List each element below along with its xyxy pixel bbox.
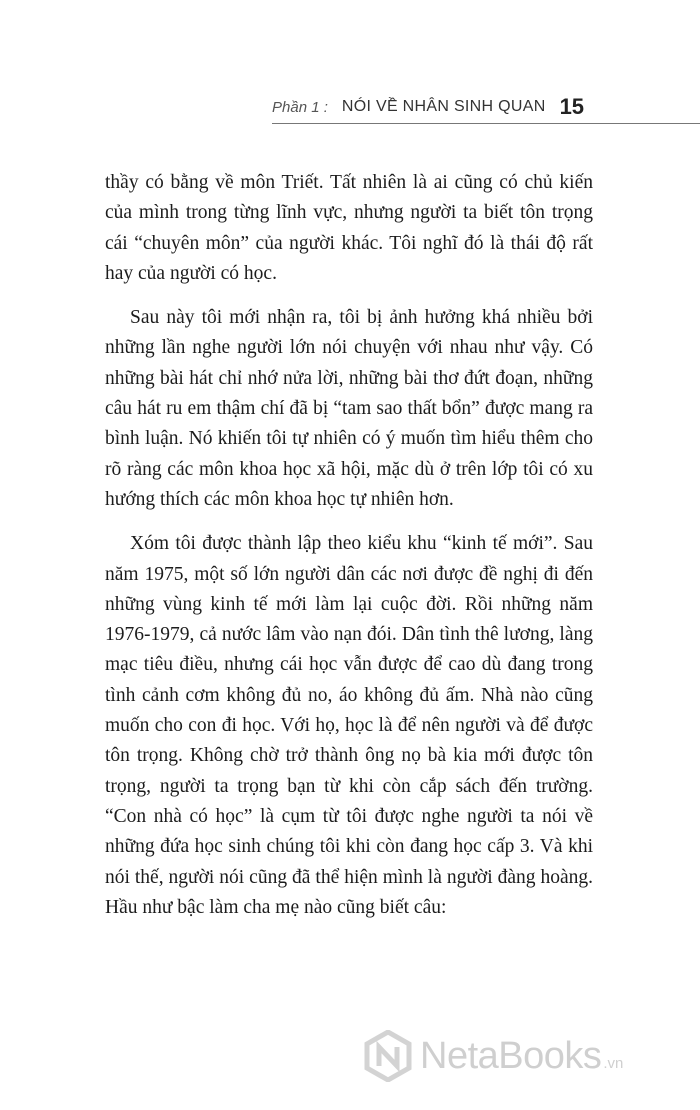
watermark-tld: .vn	[603, 1055, 624, 1072]
watermark	[362, 1030, 623, 1082]
body-text	[105, 168, 593, 937]
paragraph-3: Xóm tôi được thành lập theo kiểu khu “kinh tế mới”. Sau năm 1975, một số lớn người dân các nơi được đề nghị đi đến những vùng kinh tế mới làm lại cuộc đời. Rồi những năm 1976-1979, cả nước lâm vào nạn đói. Dân tình thê lương, làng mạc tiêu điều, nhưng cái học vẫn được để cao dù đang trong tình cảnh cơm không đủ no, áo không đủ ấm. Nhà nào cũng muốn cho con đi học. Với họ, học là để nên người và để được tôn trọng. Không chờ trở thành ông nọ bà kia mới được tôn trọng, người ta trọng bạn từ khi còn cắp sách đến trường. “Con nhà có học” là cụm từ tôi được nghe người ta nói về những đứa học sinh chúng tôi khi còn đang học cấp 3. Và khi nói thế, người nói cũng đã thể hiện mình là người đàng hoàng. Hầu như bậc làm cha mẹ nào cũng biết câu:	[105, 533, 593, 918]
section-title: NÓI VỀ NHÂN SINH QUAN	[341, 98, 546, 115]
netabooks-logo-icon	[362, 1030, 414, 1082]
header-rule	[272, 123, 700, 124]
paragraph-1: thầy có bằng về môn Triết. Tất nhiên là ai cũng có chủ kiến của mình trong từng lĩnh vực, nhưng người ta biết tôn trọng cái “chuyên môn” của người khác. Tôi nghĩ đó là thái độ rất hay của người có học.	[105, 172, 593, 284]
watermark-brand: NetaBooks	[420, 1034, 602, 1077]
running-header	[272, 90, 700, 124]
part-label: Phần 1 :	[272, 98, 328, 116]
paragraph-2: Sau này tôi mới nhận ra, tôi bị ảnh hưởng khá nhiều bởi những lần nghe người lớn nói chuyện với nhau như vậy. Có những bài hát chỉ nhớ nửa lời, những bài thơ đứt đoạn, những câu hát ru em thậm chí đã bị “tam sao thất bổn” được mang ra bình luận. Nó khiến tôi tự nhiên có ý muốn tìm hiểu thêm cho rõ ràng các môn khoa học xã hội, mặc dù ở trên lớp tôi có xu hướng thích các môn khoa học tự nhiên hơn.	[105, 307, 593, 510]
page-number: 15	[559, 94, 585, 119]
